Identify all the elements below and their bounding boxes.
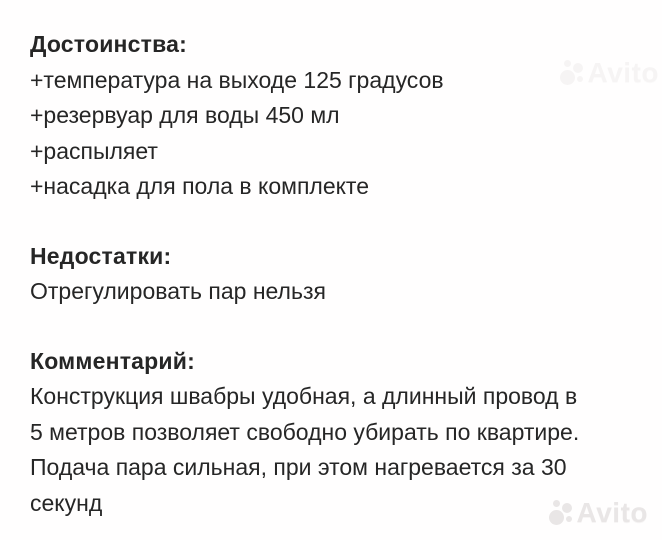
- advantage-item: +распыляет: [30, 137, 158, 164]
- section-disadvantages: [30, 239, 636, 310]
- advantage-item: +насадка для пола в комплекте: [30, 173, 370, 199]
- avito-watermark-label: Avito: [587, 57, 659, 88]
- comment-heading: Комментарий:: [30, 347, 195, 374]
- section-advantages: [30, 27, 636, 205]
- advantages-heading: Достоинства:: [30, 31, 187, 57]
- disadvantages-heading: Недостатки:: [30, 242, 172, 269]
- comment-text-line: 5 метров позволяет свободно убирать по квартире.: [30, 418, 580, 445]
- comment-text-line: Конструкция швабры удобная, а длинный провод в: [30, 383, 578, 409]
- advantage-item: +резервуар для воды 450 мл: [30, 102, 340, 128]
- disadvantage-item: Отрегулировать пар нельзя: [30, 278, 326, 304]
- avito-watermark-label: Avito: [576, 497, 648, 528]
- comment-text-line: Подача пара сильная, при этом нагревается за 30: [30, 454, 567, 480]
- section-comment: [30, 344, 636, 522]
- comment-text-line: секунд: [30, 489, 103, 516]
- advantage-item: +температура на выходе 125 градусов: [30, 66, 444, 93]
